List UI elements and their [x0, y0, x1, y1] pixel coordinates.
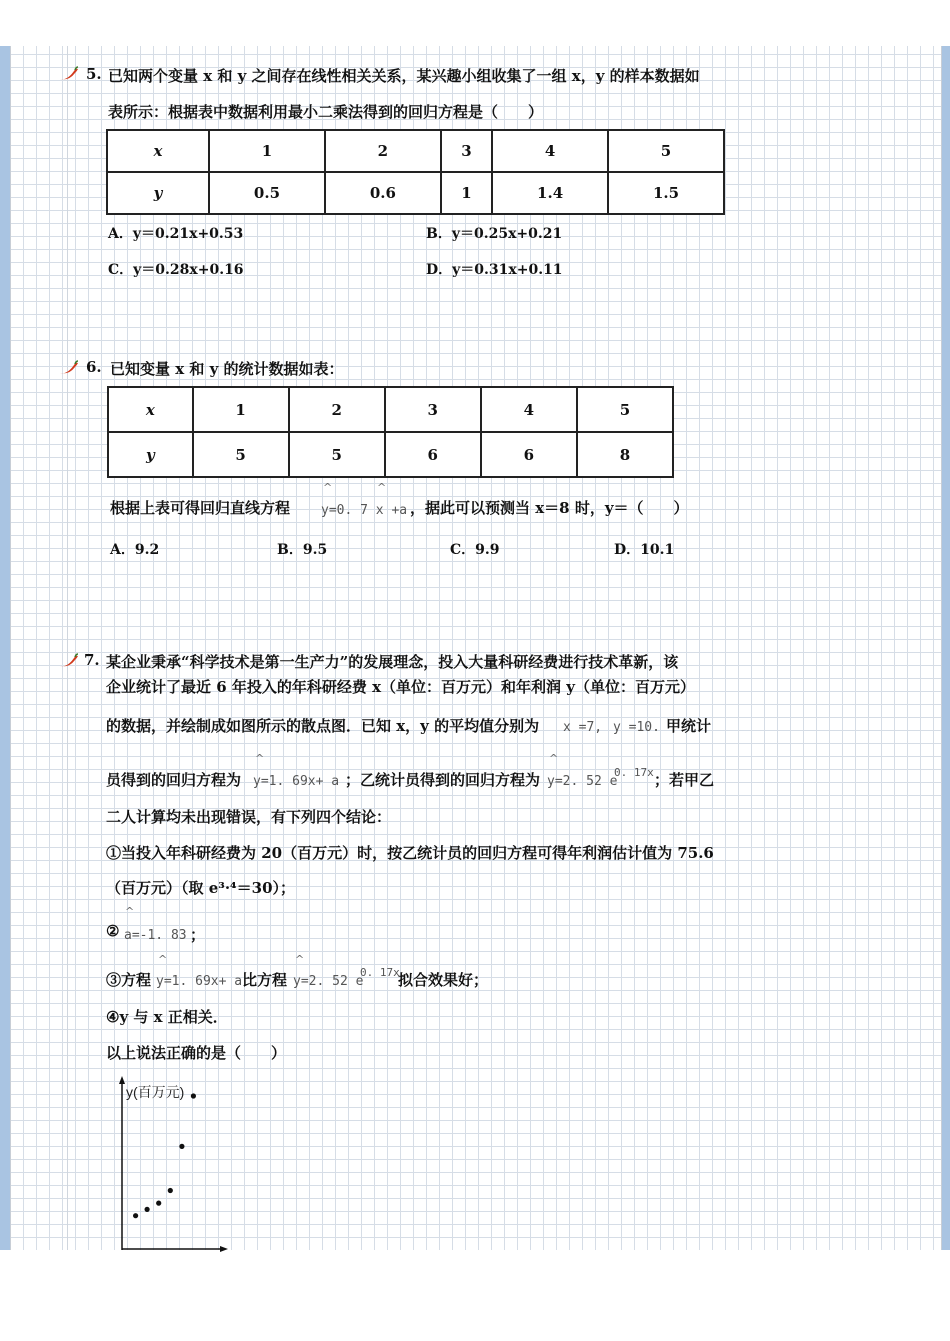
q7-question-ask: 以上说法正确的是（ ） — [106, 1044, 287, 1062]
hat-mark: ^ — [295, 953, 305, 966]
q5-option-a[interactable]: A．y＝0.21x+0.53 — [108, 226, 244, 242]
q5-y-cell: 0.6 — [325, 172, 441, 214]
q5-option-c[interactable]: C．y＝0.28x+0.16 — [108, 262, 244, 278]
q6-x-cell: 1 — [193, 387, 289, 432]
q7-statement-3-mid: 比方程 — [242, 971, 288, 989]
q7-statement-3-exponent: 0. 17x — [360, 966, 400, 979]
q7-statement-3-eq2: y=2. 52 e — [293, 974, 364, 989]
q7-stem-line4-end: ；若甲乙 — [654, 771, 715, 789]
q7-stem-line3: 的数据，并绘制成如图所示的散点图．已知 x，y 的平均值分别为 — [106, 717, 540, 735]
scatter-point-4 — [168, 1188, 173, 1193]
q5-y-cell: 1.4 — [492, 172, 608, 214]
q6-x-cell: 3 — [385, 387, 481, 432]
q7-stem-line4-mid: ；乙统计员得到的回归方程为 — [345, 771, 541, 789]
scatter-point-5 — [179, 1144, 184, 1149]
q7-equation-yi: y=2. 52 e — [547, 774, 618, 789]
q6-stem-line1: 已知变量 x 和 y 的统计数据如表： — [110, 360, 344, 378]
q5-y-cell: 1.5 — [608, 172, 724, 214]
q7-number: 7. — [84, 651, 100, 669]
q6-y-cell: 6 — [481, 432, 577, 477]
q6-x-cell: 4 — [481, 387, 577, 432]
scatter-point-6 — [191, 1093, 196, 1098]
q7-stem-line2: 企业统计了最近 6 年投入的年科研经费 x（单位：百万元）和年利润 y（单位：百万元） — [106, 678, 695, 696]
scatter-point-3 — [156, 1201, 161, 1206]
q5-y-cell: 1 — [441, 172, 492, 214]
q7-statement-1: ①当投入年科研经费为 20（百万元）时，按乙统计员的回归方程可得年利润估计值为 75.6 — [106, 844, 714, 862]
q5-number: 5. — [86, 65, 102, 83]
q7-scatter-plot — [110, 1072, 250, 1252]
q7-statement-1-cont: （百万元）（取 e³·⁴＝30）； — [106, 879, 296, 897]
q5-option-b[interactable]: B．y＝0.25x+0.21 — [426, 226, 563, 242]
q6-y-cell: 6 — [385, 432, 481, 477]
q7-equation-yi-exponent: 0. 17x — [614, 766, 654, 779]
q6-option-b[interactable]: B．9.5 — [277, 542, 328, 558]
q5-data-table — [106, 129, 725, 215]
q7-mean-x: x =7, — [563, 720, 603, 735]
q6-x-cell: 2 — [289, 387, 385, 432]
q6-x-header: x — [108, 387, 193, 432]
q7-stem-line3-end: 甲统计 — [666, 717, 712, 735]
q5-x-cell: 2 — [325, 130, 441, 172]
q5-y-cell: 0.5 — [209, 172, 325, 214]
q7-stem-line1: 某企业秉承“科学技术是第一生产力”的发展理念，投入大量科研经费进行技术革新，该 — [106, 653, 679, 671]
hat-mark: ^ — [255, 752, 265, 765]
q6-y-header: y — [108, 432, 193, 477]
q6-option-c[interactable]: C．9.9 — [450, 542, 500, 558]
hat-mark: ^ — [549, 752, 559, 765]
q5-x-header: x — [107, 130, 209, 172]
q6-y-cell: 8 — [577, 432, 673, 477]
x-axis-arrow — [220, 1246, 228, 1252]
hat-mark: ^ — [158, 953, 168, 966]
q6-option-d[interactable]: D．10.1 — [614, 542, 675, 558]
q7-equation-jia: y=1. 69x+ a — [253, 774, 340, 789]
q7-mean-y: y =10. — [613, 720, 660, 735]
margin-line — [67, 46, 68, 1250]
q6-data-table — [107, 386, 674, 478]
chili-icon — [58, 653, 80, 669]
q7-statement-2: ② — [106, 922, 120, 940]
q7-statement-2-end: ； — [190, 926, 206, 944]
q6-y-cell: 5 — [193, 432, 289, 477]
left-edge-bar — [0, 46, 10, 1250]
q7-statement-4: ④y 与 x 正相关． — [106, 1008, 228, 1026]
q7-stem-line5: 二人计算均未出现错误，有下列四个结论： — [106, 808, 392, 826]
chili-icon — [58, 66, 80, 82]
q6-stem-text-a: 根据上表可得回归直线方程 — [110, 499, 291, 517]
q5-x-cell: 4 — [492, 130, 608, 172]
q7-statement-3: ③方程 — [106, 971, 152, 989]
y-axis-arrow — [119, 1076, 125, 1084]
q6-regression-equation: y=0. 7 x +a — [321, 503, 408, 518]
q5-stem-line2: 表所示：根据表中数据利用最小二乘法得到的回归方程是（ ） — [108, 103, 544, 121]
hat-mark: ^ — [125, 905, 135, 918]
q5-option-d[interactable]: D．y＝0.31x+0.11 — [426, 262, 563, 278]
scatter-point-2 — [145, 1207, 150, 1212]
q5-x-cell: 1 — [209, 130, 325, 172]
scatter-point-1 — [133, 1213, 138, 1218]
q6-option-a[interactable]: A．9.2 — [110, 542, 160, 558]
q6-number: 6. — [86, 358, 102, 376]
q7-statement-2-eq: a=-1. 83 — [124, 928, 187, 943]
q5-x-cell: 3 — [441, 130, 492, 172]
q5-x-cell: 5 — [608, 130, 724, 172]
hat-mark: ^ — [377, 481, 387, 494]
q6-y-cell: 5 — [289, 432, 385, 477]
q7-statement-3-end: 拟合效果好； — [398, 971, 489, 989]
hat-mark: ^ — [323, 481, 333, 494]
q6-x-cell: 5 — [577, 387, 673, 432]
q5-y-header: y — [107, 172, 209, 214]
q7-statement-3-eq1: y=1. 69x+ a — [156, 974, 243, 989]
q5-stem-line1: 已知两个变量 x 和 y 之间存在线性相关关系，某兴趣小组收集了一组 x，y 的样本数据如 — [108, 67, 700, 85]
chili-icon — [58, 360, 80, 376]
q6-stem-text-b: ，据此可以预测当 x＝8 时，y＝（ ） — [410, 499, 689, 517]
y-axis-label: y(百万元) — [126, 1084, 185, 1100]
q7-stem-line4: 员得到的回归方程为 — [106, 771, 242, 789]
